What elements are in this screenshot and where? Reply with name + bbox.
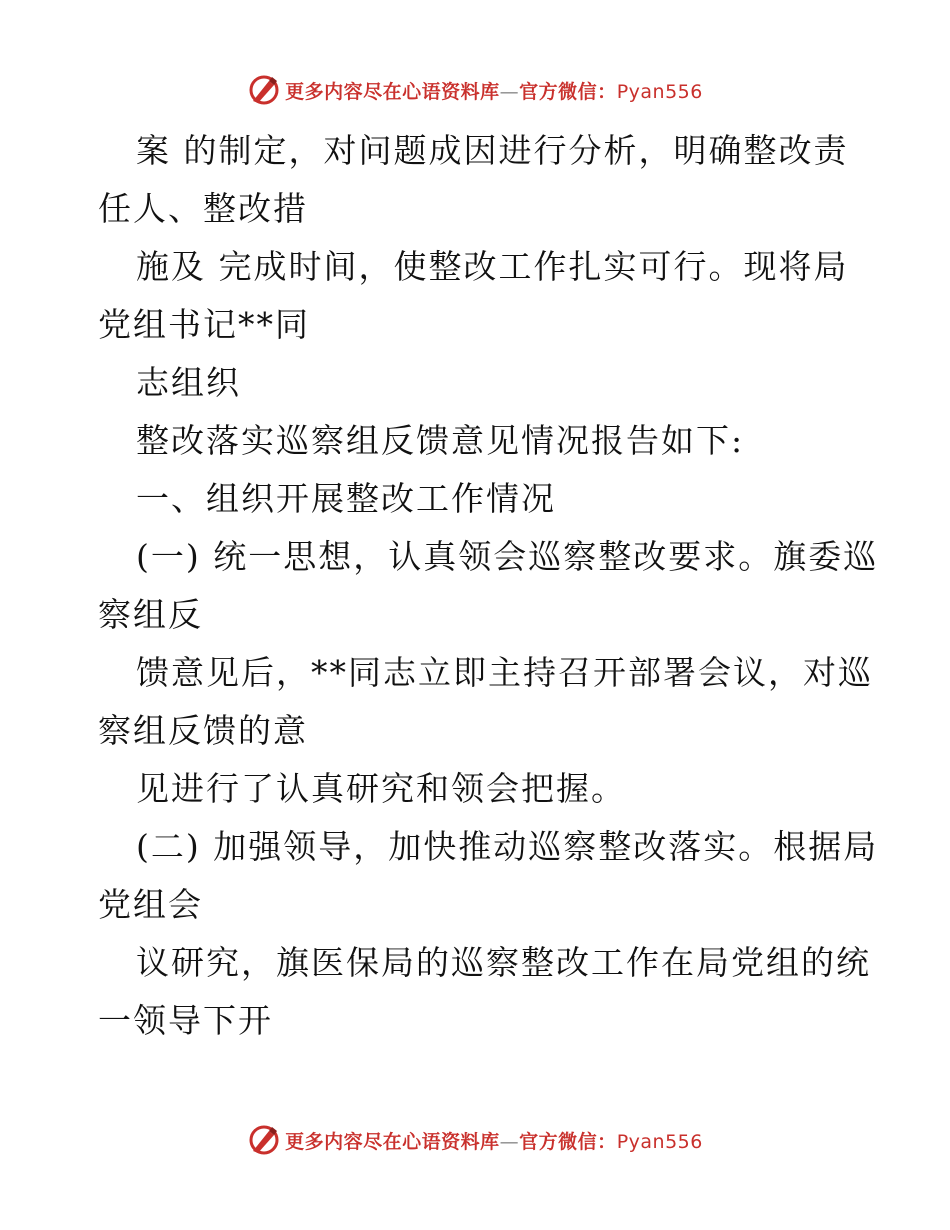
banner-account: Pyan556 bbox=[616, 80, 703, 103]
text-line: 议研究，旗医保局的巡察整改工作在局党组的统 bbox=[136, 943, 871, 982]
text-line: (二) 加强领导，加快推动巡察整改落实。根据局 bbox=[136, 827, 879, 866]
footer-banner bbox=[0, 1120, 950, 1160]
text-line: 一领导下开 bbox=[98, 1001, 273, 1040]
text-line: 党组会 bbox=[98, 885, 203, 924]
pen-circle-logo-icon bbox=[247, 1123, 281, 1157]
text-line: 党组书记**同 bbox=[98, 305, 310, 344]
section-heading: 一、组织开展整改工作情况 bbox=[136, 479, 556, 518]
text-line: 见进行了认真研究和领会把握。 bbox=[136, 769, 626, 808]
text-line: 察组反馈的意 bbox=[98, 711, 308, 750]
text-line: (一) 统一思想，认真领会巡察整改要求。旗委巡 bbox=[136, 537, 879, 576]
text-line: 察组反 bbox=[98, 595, 203, 634]
text-line: 施及 完成时间，使整改工作扎实可行。现将局 bbox=[136, 247, 849, 286]
banner-site-name: 更多内容尽在心语资料库 bbox=[285, 1130, 500, 1153]
document-body bbox=[98, 122, 879, 1050]
banner-separator: — bbox=[499, 80, 520, 103]
text-line: 志组织 bbox=[136, 363, 241, 402]
banner-wechat-label: 官方微信： bbox=[519, 1130, 617, 1153]
text-line: 任人、整改措 bbox=[98, 189, 308, 228]
pen-circle-logo-icon bbox=[247, 73, 281, 107]
text-line: 馈意见后，**同志立即主持召开部署会议，对巡 bbox=[136, 653, 873, 692]
banner-site-name: 更多内容尽在心语资料库 bbox=[285, 80, 500, 103]
header-banner bbox=[0, 70, 950, 110]
banner-wechat-label: 官方微信： bbox=[519, 80, 617, 103]
text-line: 整改落实巡察组反馈意见情况报告如下: bbox=[136, 421, 745, 460]
banner-text bbox=[285, 1127, 703, 1154]
banner-separator: — bbox=[499, 1130, 520, 1153]
text-line: 案 的制定，对问题成因进行分析，明确整改责 bbox=[136, 131, 849, 170]
banner-text bbox=[285, 77, 703, 104]
banner-account: Pyan556 bbox=[616, 1130, 703, 1153]
